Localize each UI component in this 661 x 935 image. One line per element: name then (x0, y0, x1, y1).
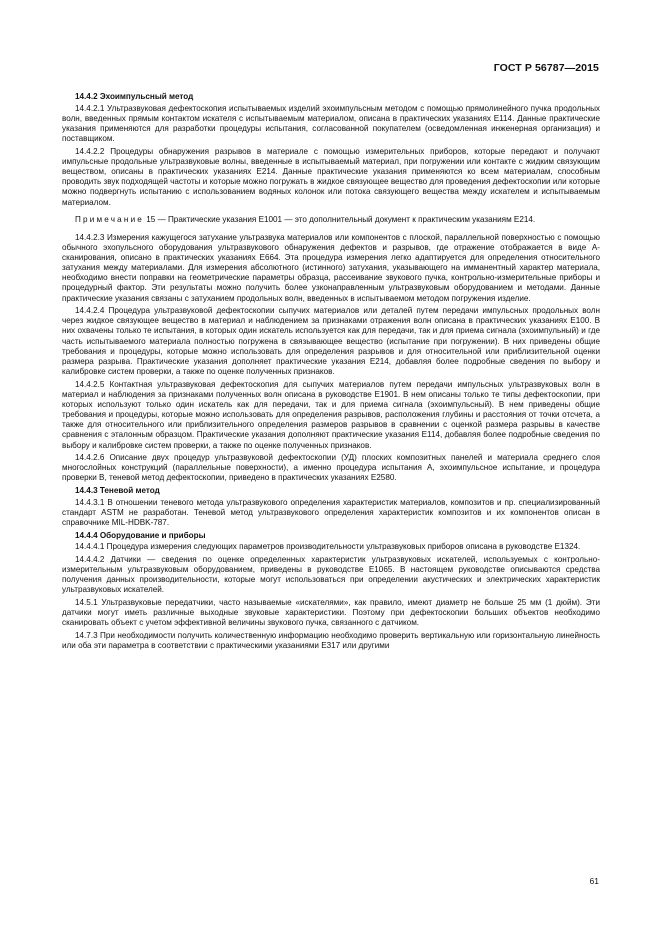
paragraph: 14.4.3.1 В отношении теневого метода ультразвукового определения характеристик материалов, композитов и пр. специализированный стандарт ASTM не разработан. Теневой метод ультразвукового определения характеристик композитов и их компонентов описан в справочнике MIL-HDBK-787. (62, 497, 600, 528)
section-heading: 14.4.3 Теневой метод (75, 485, 160, 495)
paragraph: 14.5.1 Ультразвуковые передатчики, часто называемые «искателями», как правило, имеют диаметр не больше 25 мм (1 дюйм). Эти датчики могут иметь различные выходные звуковые характеристики. Поэтому при дефектоскопии больших объектов необходимо сканировать объект с учетом эффективной величины звукового пучка, связанного с датчиком. (62, 597, 600, 628)
paragraph: 14.4.2.4 Процедура ультразвуковой дефектоскопии сыпучих материалов или деталей путем передачи импульсных продольных волн через жидкое связующее вещество в материал и наблюдением за признаками отражения волн описана в практических указаниях Е100. В них охвачены только те испытания, в которых один искатель используется как для передачи, так и для приема сигнала (эхоимпульный) и где часть испытываемого материала полностью погружена в связывающее вещество (испытание при погружении). В них приведены общие требования и процедуры, которые можно использовать для определения разрывов и для относительной или приблизительной оценки размера разрыва. Практические указания дополняет практические указания Е214, добавляя более подробные сведения по выбору и калибровке систем проверки, а также по оценке полученных признаков. (62, 306, 600, 377)
note-text: 15 — Практические указания Е1001 — это дополнительный документ к практическим указаниям Е214. (144, 215, 536, 225)
paragraph: 14.4.2.5 Контактная ультразвуковая дефектоскопия для сыпучих материалов путем передачи импульсных ультразвуковых волн в материал и наблюдения за признаками полученных волн описана в руководстве Е1901. В нем описаны только те типы дефектоскопии, при которых используют только один искатель как для передачи, так и для приема сигнала (эхоимпульсный). В нем приведены общие требования и процедуры, которые можно использовать для определения разрывов, расположения глубины и расстояния от точки отсчета, а также для относительного или приблизительного определения размеров разрывов в сравнении с оценкой размера разрывы в качестве сравнения с эталонным образцом. Практические указания дополняют практические указания Е114, добавляя более подробные сведения по выбору и калибровке систем проверки, а также по оценке полученных признаков. (62, 379, 600, 450)
paragraph: 14.4.2.3 Измерения кажущегося затухание ультразвука материалов или компонентов с плоской, параллельной поверхностью с помощью обычного эхопульсного оборудования ультразвукового обнаружения дефектов и разрывов, где отражение отображается в виде А-сканирования, описано в практических указаниях Е664. Эта процедура измерения легко адаптируется для определения относительного затухания между материалами. Для измерения абсолютного (истинного) затухания, указывающего на имманентный характер материала, необходимо внести поправки на геометрические параметры образца, рассеивание звукового пучка, контрольно-измерительные приборы и процедурный фактор. Эти результаты можно получить более узконаправленным ультразвуковым оборудованием и методами. Данные практические указания связаны с затуханием продольных волн, введенных в испытываемом методом погружения изделие. (62, 232, 600, 303)
section-heading: 14.4.4 Оборудование и приборы (75, 530, 206, 540)
document-id-header: ГОСТ Р 56787—2015 (493, 62, 599, 74)
paragraph: 14.7.3 При необходимости получить количественную информацию необходимо проверить вертикальную или горизонтальную линейность или оба эти параметра в соответствии с практическими указаниями Е317 или другими (62, 630, 600, 650)
note-paragraph (62, 215, 600, 225)
page-number: 61 (589, 876, 599, 886)
note-label: Примечание (75, 215, 145, 225)
paragraph: 14.4.2.6 Описание двух процедур ультразвуковой дефектоскопии (УД) плоских композитных панелей и материала среднего слоя многослойных конструкций (параллельные поверхности), а именно процедура испытания А, эхоимпульсное испытание, и процедура проверки В, теневой метод дефектоскопии, приведено в практических указаниях Е2580. (62, 453, 600, 483)
paragraph: 14.4.4.2 Датчики — сведения по оценке определенных характеристик ультразвуковых искателей, используемых с контрольно-измерительным ультразвуковым оборудованием, приведены в руководстве Е1065. В настоящем руководстве описываются средства получения данных производительности, которые могут использоваться при определении акустических и электрических характеристик ультразвуковых искателей. (62, 554, 600, 595)
paragraph: 14.4.2.2 Процедуры обнаружения разрывов в материале с помощью измерительных приборов, которые передают и получают импульсные продольные ультразвуковые волны, введенные в испытываемый материал, при погружении или контакте с жидким связующим веществом, описаны в практических указаниях Е214. Данные практические указания применяются ко всем материалам, способным проводить звук подходящей частоты и которые можно погружать в жидкое связующее вещество для проведения дефектоскопии или которые можно подвергнуть испытанию с использованием водяных колонок или потока связующего вещества между искателем и испытываемым материалом. (62, 146, 600, 207)
document-body (62, 92, 600, 653)
section-heading: 14.4.2 Эхоимпульсный метод (75, 92, 194, 101)
paragraph: 14.4.2.1 Ультразвуковая дефектоскопия испытываемых изделий эхоимпульсным методом с помощью прямолинейного пучка продольных волн, введенных прямым контактом искателя с испытываемым материалом, описана в практических указаниях Е114. Данные практические указания применяются для разработки процедуры испытания, согласованной покупателем (осведомленная инженерная организация) и поставщиком. (62, 103, 600, 144)
paragraph: 14.4.4.1 Процедура измерения следующих параметров производительности ультразвуковых приборов описана в руководстве Е1324. (75, 542, 581, 552)
